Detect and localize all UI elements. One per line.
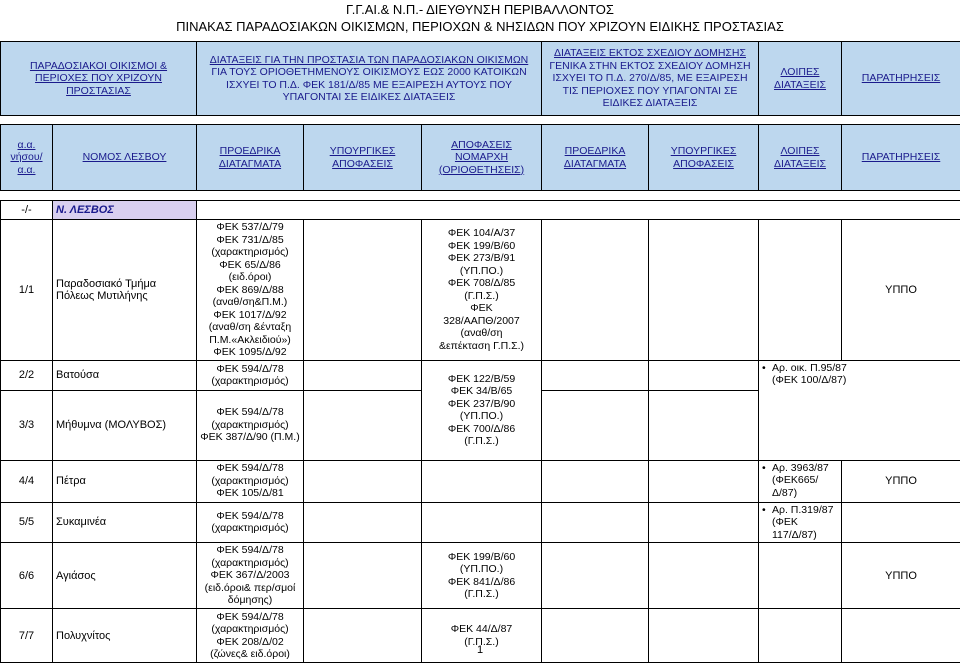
loipes-b2 [759,460,842,502]
text-line: ΦΕΚ 700/Δ/86 [425,423,538,436]
text-line: (Γ.Π.Σ.) [425,636,538,649]
text-line: (Γ.Π.Σ.) [425,588,538,601]
text-line: (Γ.Π.Σ.) [425,290,538,303]
text-line: (ζώνες& ειδ.όροι) [200,648,300,661]
text-line: ΦΕΚ 122/Β/59 [425,373,538,386]
row-name: Πέτρα [53,460,197,502]
text-line: • Αρ. οικ. Π.95/87 [772,362,957,375]
out-of-plan-title: ΔΙΑΤΑΞΕΙΣ ΕΚΤΟΣ ΣΧΕΔΙΟΥ ΔΟΜΗΣΗΣ [545,47,755,60]
text-line: (αναθ/ση &ένταξη [200,321,300,334]
pd-block-6 [197,543,304,609]
text-line: ΦΕΚ 199/Β/60 [425,240,538,253]
text-line: (ΥΠ.ΠΟ.) [425,563,538,576]
text-line: (χαρακτηρισμός) [200,623,300,636]
remark-3: ΥΠΠΟ [842,543,960,609]
text-line: ΦΕΚ 199/Β/60 [425,551,538,564]
text-line: (ΥΠ.ΠΟ.) [425,410,538,423]
header-protection-provisions [197,42,542,116]
text-line: ΦΕΚ 387/Δ/90 (Π.Μ.) [200,431,300,444]
text-line: (Γ.Π.Σ.) [425,435,538,448]
pd-block-1 [197,220,304,361]
text-line: (ειδ.όροι& περ/σμοί [200,582,300,595]
text-line: ΦΕΚ 104/Α/37 [425,227,538,240]
row-name: Συκαμινέα [53,502,197,543]
pd-block-5 [197,502,304,543]
col-nomarxh: ΑΠΟΦΑΣΕΙΣ ΝΟΜΑΡΧΗ (ΟΡΙΟΘΕΤΗΣΕΙΣ) [422,125,542,191]
out-of-plan-text: ΓΕΝΙΚΑ ΣΤΗΝ ΕΚΤΟΣ ΣΧΕΔΙΟΥ ΔΟΜΗΣΗ ΙΣΧΥΕΙ ΤΟ Π.Δ. 270/Δ/85, ΜΕ ΕΞΑΙΡΕΣΗ ΤΙΣ ΠΕΡΙΟΧΕΣ ΠΟΥ ΥΠΑΓΟΝΤΑΙ ΣΕ ΕΙΔΙΚΕΣ ΔΙΑΤΑΞΕΙΣ [545,60,755,110]
pd-block-2 [197,360,304,390]
nomarxh-block-1 [422,220,542,361]
pd-block-3 [197,390,304,460]
page-number: 1 [0,644,960,656]
text-line: (χαρακτηρισμός) [200,522,300,535]
text-line: ΦΕΚ 105/Δ/81 [200,487,300,500]
header-out-of-plan [542,42,759,116]
protection-provisions-title: ΔΙΑΤΑΞΕΙΣ ΓΙΑ ΤΗΝ ΠΡΟΣΤΑΣΙΑ ΤΩΝ ΠΑΡΑΔΟΣΙΑΚΩΝ ΟΙΚΙΣΜΩΝ [200,54,538,67]
text-line: ΦΕΚ 594/Δ/78 [200,611,300,624]
row-aa: 6/6 [1,543,53,609]
text-line: • Αρ. Π.319/87 (ΦΕΚ [772,504,838,529]
text-line: ΦΕΚ 34/Β/65 [425,385,538,398]
row-name: Πολυχνίτος [53,609,197,663]
text-line: ΦΕΚ 1017/Δ/92 [200,309,300,322]
col-ya1: ΥΠΟΥΡΓΙΚΕΣ ΑΠΟΦΑΣΕΙΣ [304,125,422,191]
text-line: (ΦΕΚ 100/Δ/87) [772,374,957,387]
loipes-b1 [759,360,960,460]
text-line: 117/Δ/87) [772,529,838,542]
text-line: ΦΕΚ 44/Δ/87 [425,623,538,636]
text-line: (αναθ/ση&Π.Μ.) [200,296,300,309]
text-line: ΦΕΚ 594/Δ/78 [200,363,300,376]
top-header-table [0,41,960,116]
loipes-b3 [759,502,842,543]
settlements-table [0,200,960,663]
text-line: (χαρακτηρισμός) [200,475,300,488]
text-line: ΦΕΚ 237/Β/90 [425,398,538,411]
text-line: ΦΕΚ 208/Δ/02 [200,636,300,649]
island-row [1,201,960,220]
text-line: ΦΕΚ 1095/Δ/92 [200,346,300,359]
text-line: ΦΕΚ 708/Δ/85 [425,277,538,290]
text-line: ΦΕΚ 65/Δ/86 [200,259,300,272]
table-row [1,360,960,390]
column-header-table [0,124,960,191]
col-nomos: ΝΟΜΟΣ ΛΕΣΒΟΥ [53,125,197,191]
row-name: Αγιάσος [53,543,197,609]
col-loipes: ΛΟΙΠΕΣ ΔΙΑΤΑΞΕΙΣ [759,125,842,191]
loipes-item [762,362,957,387]
text-line: ΦΕΚ 594/Δ/78 [200,544,300,557]
col-parat: ΠΑΡΑΤΗΡΗΣΕΙΣ [842,125,960,191]
nomarxh-block-2 [422,360,542,460]
row-aa: 3/3 [1,390,53,460]
row-name: Μήθυμνα (ΜΟΛΥΒΟΣ) [53,390,197,460]
text-line: • Αρ. 3963/87 [772,462,838,475]
document-subtitle: ΠΙΝΑΚΑΣ ΠΑΡΑΔΟΣΙΑΚΩΝ ΟΙΚΙΣΜΩΝ, ΠΕΡΙΟΧΩΝ & ΝΗΣΙΔΩΝ ΠΟΥ ΧΡΙΖΟΥΝ ΕΙΔΙΚΗΣ ΠΡΟΣΤΑΣΙΑΣ [0,19,960,34]
text-line: ΦΕΚ 594/Δ/78 [200,510,300,523]
nomarxh-block-3 [422,543,542,609]
text-line: (αναθ/ση [425,327,538,340]
text-line: ΦΕΚ 594/Δ/78 [200,406,300,419]
remark-1: ΥΠΠΟ [842,220,960,361]
table-row [1,543,960,609]
row-aa: 5/5 [1,502,53,543]
protection-provisions-text: ΓΙΑ ΤΟΥΣ ΟΡΙΟΘΕΤΗΜΕΝΟΥΣ ΟΙΚΙΣΜΟΥΣ ΕΩΣ 2000 ΚΑΤΟΙΚΩΝ ΙΣΧΥΕΙ ΤΟ Π.Δ. ΦΕΚ 181/Δ/85 ΜΕ ΕΞΑΙΡΕΣΗ ΑΥΤΟΥΣ ΠΟΥ ΥΠΑΓΟΝΤΑΙ ΣΕ ΕΙΔΙΚΕΣ ΔΙΑΤΑΞΕΙΣ [200,66,538,104]
island-aa: -/- [1,201,53,220]
col-pd1: ΠΡΟΕΔΡΙΚΑ ΔΙΑΤΑΓΜΑΤΑ [197,125,304,191]
text-line: ΦΕΚ 869/Δ/88 [200,284,300,297]
row-name: Βατούσα [53,360,197,390]
col-pd2: ΠΡΟΕΔΡΙΚΑ ΔΙΑΤΑΓΜΑΤΑ [542,125,649,191]
text-line: ΦΕΚ [425,302,538,315]
remark-2: ΥΠΠΟ [842,460,960,502]
text-line: ΦΕΚ 841/Δ/86 [425,576,538,589]
document-title: Γ.Γ.ΑΙ.& Ν.Π.- ΔΙΕΥΘΥΝΣΗ ΠΕΡΙΒΑΛΛΟΝΤΟΣ [0,2,960,17]
text-line: (χαρακτηρισμός) [200,246,300,259]
text-line: 328/ΑΑΠΘ/2007 [425,315,538,328]
text-line: (χαρακτηρισμός) [200,375,300,388]
header-remarks: ΠΑΡΑΤΗΡΗΣΕΙΣ [842,42,960,116]
text-line: (ειδ.όροι) [200,271,300,284]
col-ya2: ΥΠΟΥΡΓΙΚΕΣ ΑΠΟΦΑΣΕΙΣ [649,125,759,191]
text-line: δόμησης) [200,594,300,607]
loipes-item [762,504,838,542]
row-name: Παραδοσιακό Τμήμα Πόλεως Μυτιλήνης [53,220,197,361]
header-other-provisions: ΛΟΙΠΕΣ ΔΙΑΤΑΞΕΙΣ [759,42,842,116]
row-aa: 7/7 [1,609,53,663]
island-name: Ν. ΛΕΣΒΟΣ [53,201,197,220]
text-line: ΦΕΚ 594/Δ/78 [200,462,300,475]
text-line: ΦΕΚ 367/Δ/2003 [200,569,300,582]
loipes-item [762,462,838,500]
text-line: Π.Μ.«Ακλειδιού») [200,334,300,347]
text-line: &επέκταση Γ.Π.Σ.) [425,340,538,353]
table-row [1,502,960,543]
text-line: ΦΕΚ 273/Β/91 [425,252,538,265]
table-row [1,460,960,502]
text-line: (χαρακτηρισμός) [200,557,300,570]
text-line: (ΦΕΚ665/Δ/87) [772,474,838,499]
text-line: ΦΕΚ 731/Δ/85 [200,234,300,247]
col-aa: α.α. νήσου/ α.α. [1,125,53,191]
table-row [1,220,960,361]
pd-block-4 [197,460,304,502]
text-line: ΦΕΚ 537/Δ/79 [200,221,300,234]
header-traditional-settlements: ΠΑΡΑΔΟΣΙΑΚΟΙ ΟΙΚΙΣΜΟΙ & ΠΕΡΙΟΧΕΣ ΠΟΥ ΧΡΙΖΟΥΝ ΠΡΟΣΤΑΣΙΑΣ [1,42,197,116]
text-line: (ΥΠ.ΠΟ.) [425,265,538,278]
row-aa: 2/2 [1,360,53,390]
row-aa: 4/4 [1,460,53,502]
text-line: (χαρακτηρισμός) [200,419,300,432]
row-aa: 1/1 [1,220,53,361]
